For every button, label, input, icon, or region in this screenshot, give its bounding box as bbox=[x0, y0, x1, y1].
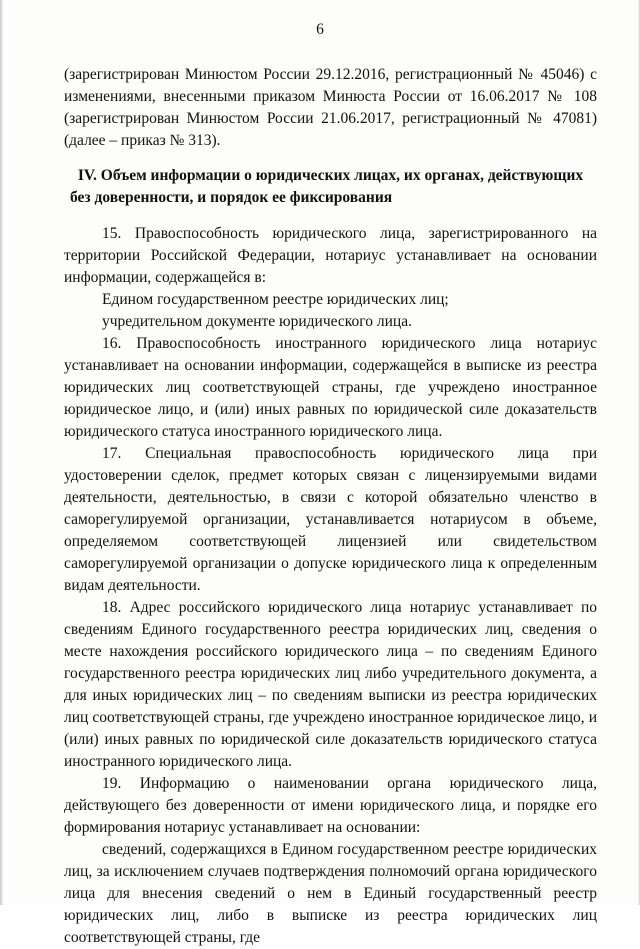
page-number: 6 bbox=[316, 21, 324, 38]
intro-paragraph: (зарегистрирован Минюстом России 29.12.2016, регистрационный № 45046) с изменениями, внесенными приказом Минюста России от 16.06.2017 № 108 (зарегистрирован Минюстом России 21.06.2017, регистрационный № 47081) (далее – приказ № 313). bbox=[64, 66, 597, 149]
section-heading: IV. Объем информации о юридических лицах, их органах, действующих без доверенности, и порядок ее фиксирования bbox=[70, 167, 584, 206]
paragraph-15: 15. Правоспособность юридического лица, зарегистрированного на территории Российской Федерации, нотариус устанавливает на основании информации, содержащейся в: bbox=[64, 225, 597, 286]
paragraph-19-item-1: сведений, содержащихся в Едином государственном реестре юридических лиц, за исключением случаев подтверждения полномочий органа юридического лица для внесения сведений о нем в Единый государственный реестр юридических лиц, либо в выписке из реестра юридических лиц соответствующей страны, где bbox=[64, 841, 597, 946]
paragraph-16: 16. Правоспособность иностранного юридического лица нотариус устанавливает на основании информации, содержащейся в выписке из реестра юридических лиц соответствующей страны, где учреждено иностранное юридическое лицо, и (или) иных равных по юридической силе доказательств юридического статуса иностранного юридического лица. bbox=[64, 335, 597, 440]
paragraph-18: 18. Адрес российского юридического лица нотариус устанавливает по сведениям Единого государственного реестра юридических лиц, сведения о месте нахождения российского юридического лица – по сведениям Единого государственного реестра юридических лиц либо учредительного документа, а для иных юридических лиц – по сведениям выписки из реестра юридических лиц соответствующей страны, где учреждено иностранное юридическое лицо, и (или) иных равных по юридической силе доказательств юридического статуса иностранного юридического лица. bbox=[64, 599, 597, 770]
paragraph-19: 19. Информацию о наименовании органа юридического лица, действующего без доверенности от имени юридического лица, и порядке его формирования нотариус устанавливает на основании: bbox=[64, 775, 597, 836]
paragraph-15-item-1: Едином государственном реестре юридических лиц; bbox=[102, 291, 449, 308]
page-left-edge bbox=[0, 0, 3, 905]
paragraph-15-item-2: учредительном документе юридического лица. bbox=[102, 313, 412, 330]
document-body bbox=[64, 64, 597, 949]
paragraph-17: 17. Специальная правоспособность юридического лица при удостоверении сделок, предмет которых связан с лицензируемыми видами деятельности, деятельностью, в связи с которой обязательно членство в саморегулируемой организации, устанавливается нотариусом в объеме, определяемом соответствующей лицензией или свидетельством саморегулируемой организации о допуске юридического лица к определенным видам деятельности. bbox=[64, 445, 597, 594]
